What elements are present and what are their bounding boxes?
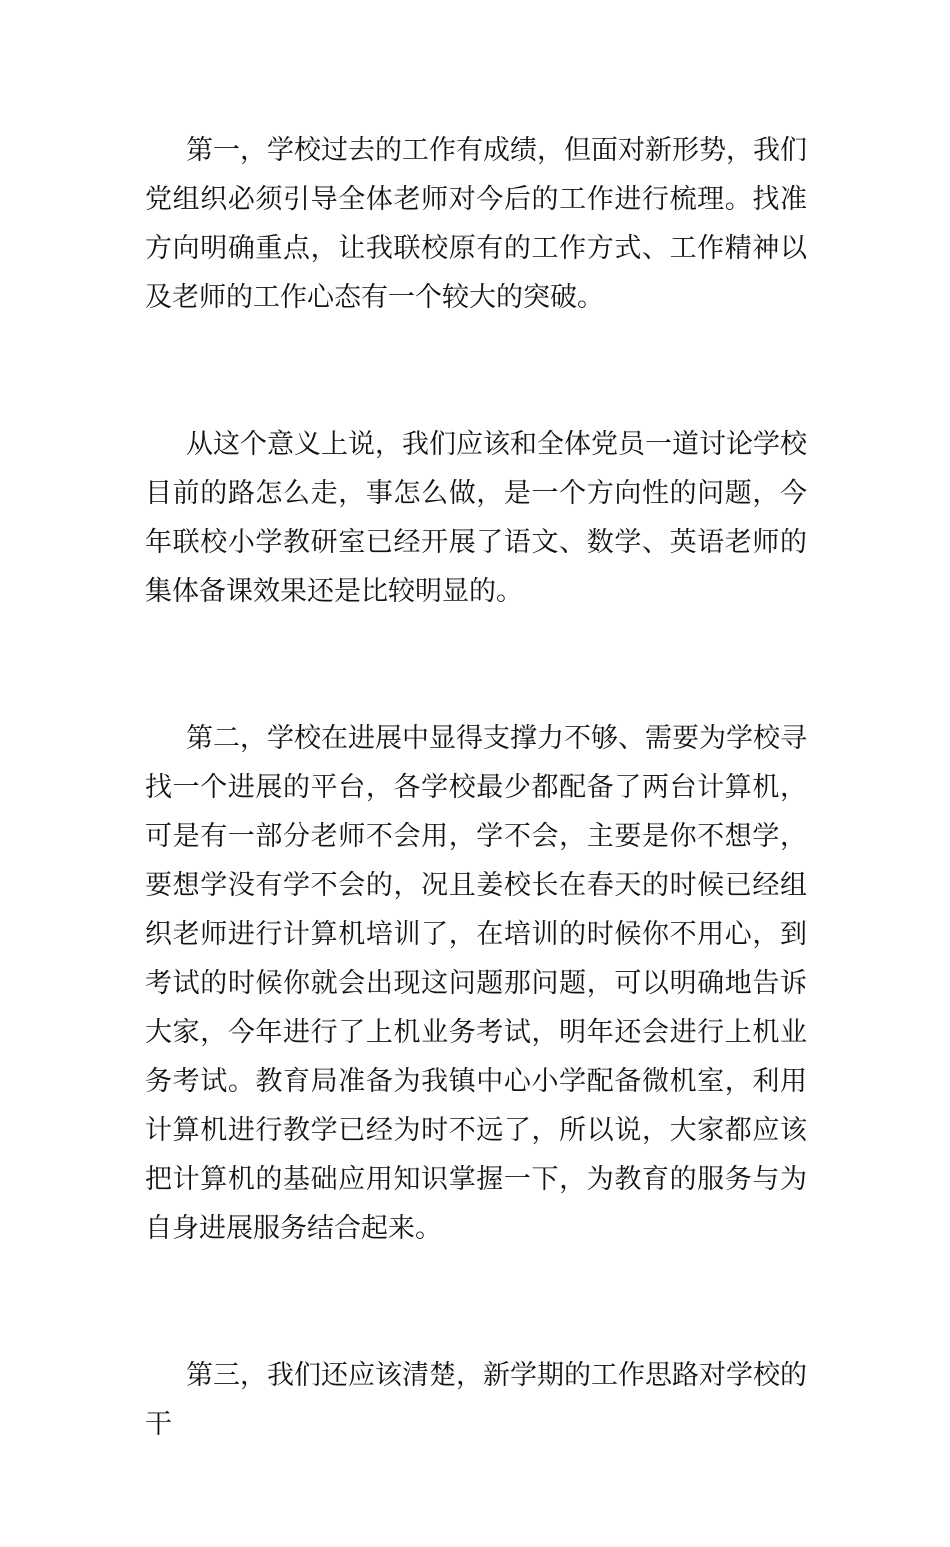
document-body bbox=[145, 126, 807, 1547]
paragraph-1: 第一，学校过去的工作有成绩，但面对新形势，我们党组织必须引导全体老师对今后的工作进行梳理。找准方向明确重点，让我联校原有的工作方式、工作精神以及老师的工作心态有一个较大的突破。 bbox=[145, 135, 807, 313]
paragraph-4: 第三，我们还应该清楚，新学期的工作思路对学校的干 bbox=[145, 1360, 807, 1440]
paragraph-2: 从这个意义上说，我们应该和全体党员一道讨论学校目前的路怎么走，事怎么做，是一个方向性的问题，今年联校小学教研室已经开展了语文、数学、英语老师的集体备课效果还是比较明显的。 bbox=[145, 429, 807, 607]
paragraph-3: 第二，学校在进展中显得支撑力不够、需要为学校寻找一个进展的平台，各学校最少都配备了两台计算机，可是有一部分老师不会用，学不会，主要是你不想学，要想学没有学不会的，况且姜校长在春天的时候已经组织老师进行计算机培训了，在培训的时候你不用心，到考试的时候你就会出现这问题那问题，可以明确地告诉大家，今年进行了上机业务考试，明年还会进行上机业务考试。教育局准备为我镇中心小学配备微机室，利用计算机进行教学已经为时不远了，所以说，大家都应该把计算机的基础应用知识掌握一下，为教育的服务与为自身进展服务结合起来。 bbox=[145, 723, 807, 1244]
